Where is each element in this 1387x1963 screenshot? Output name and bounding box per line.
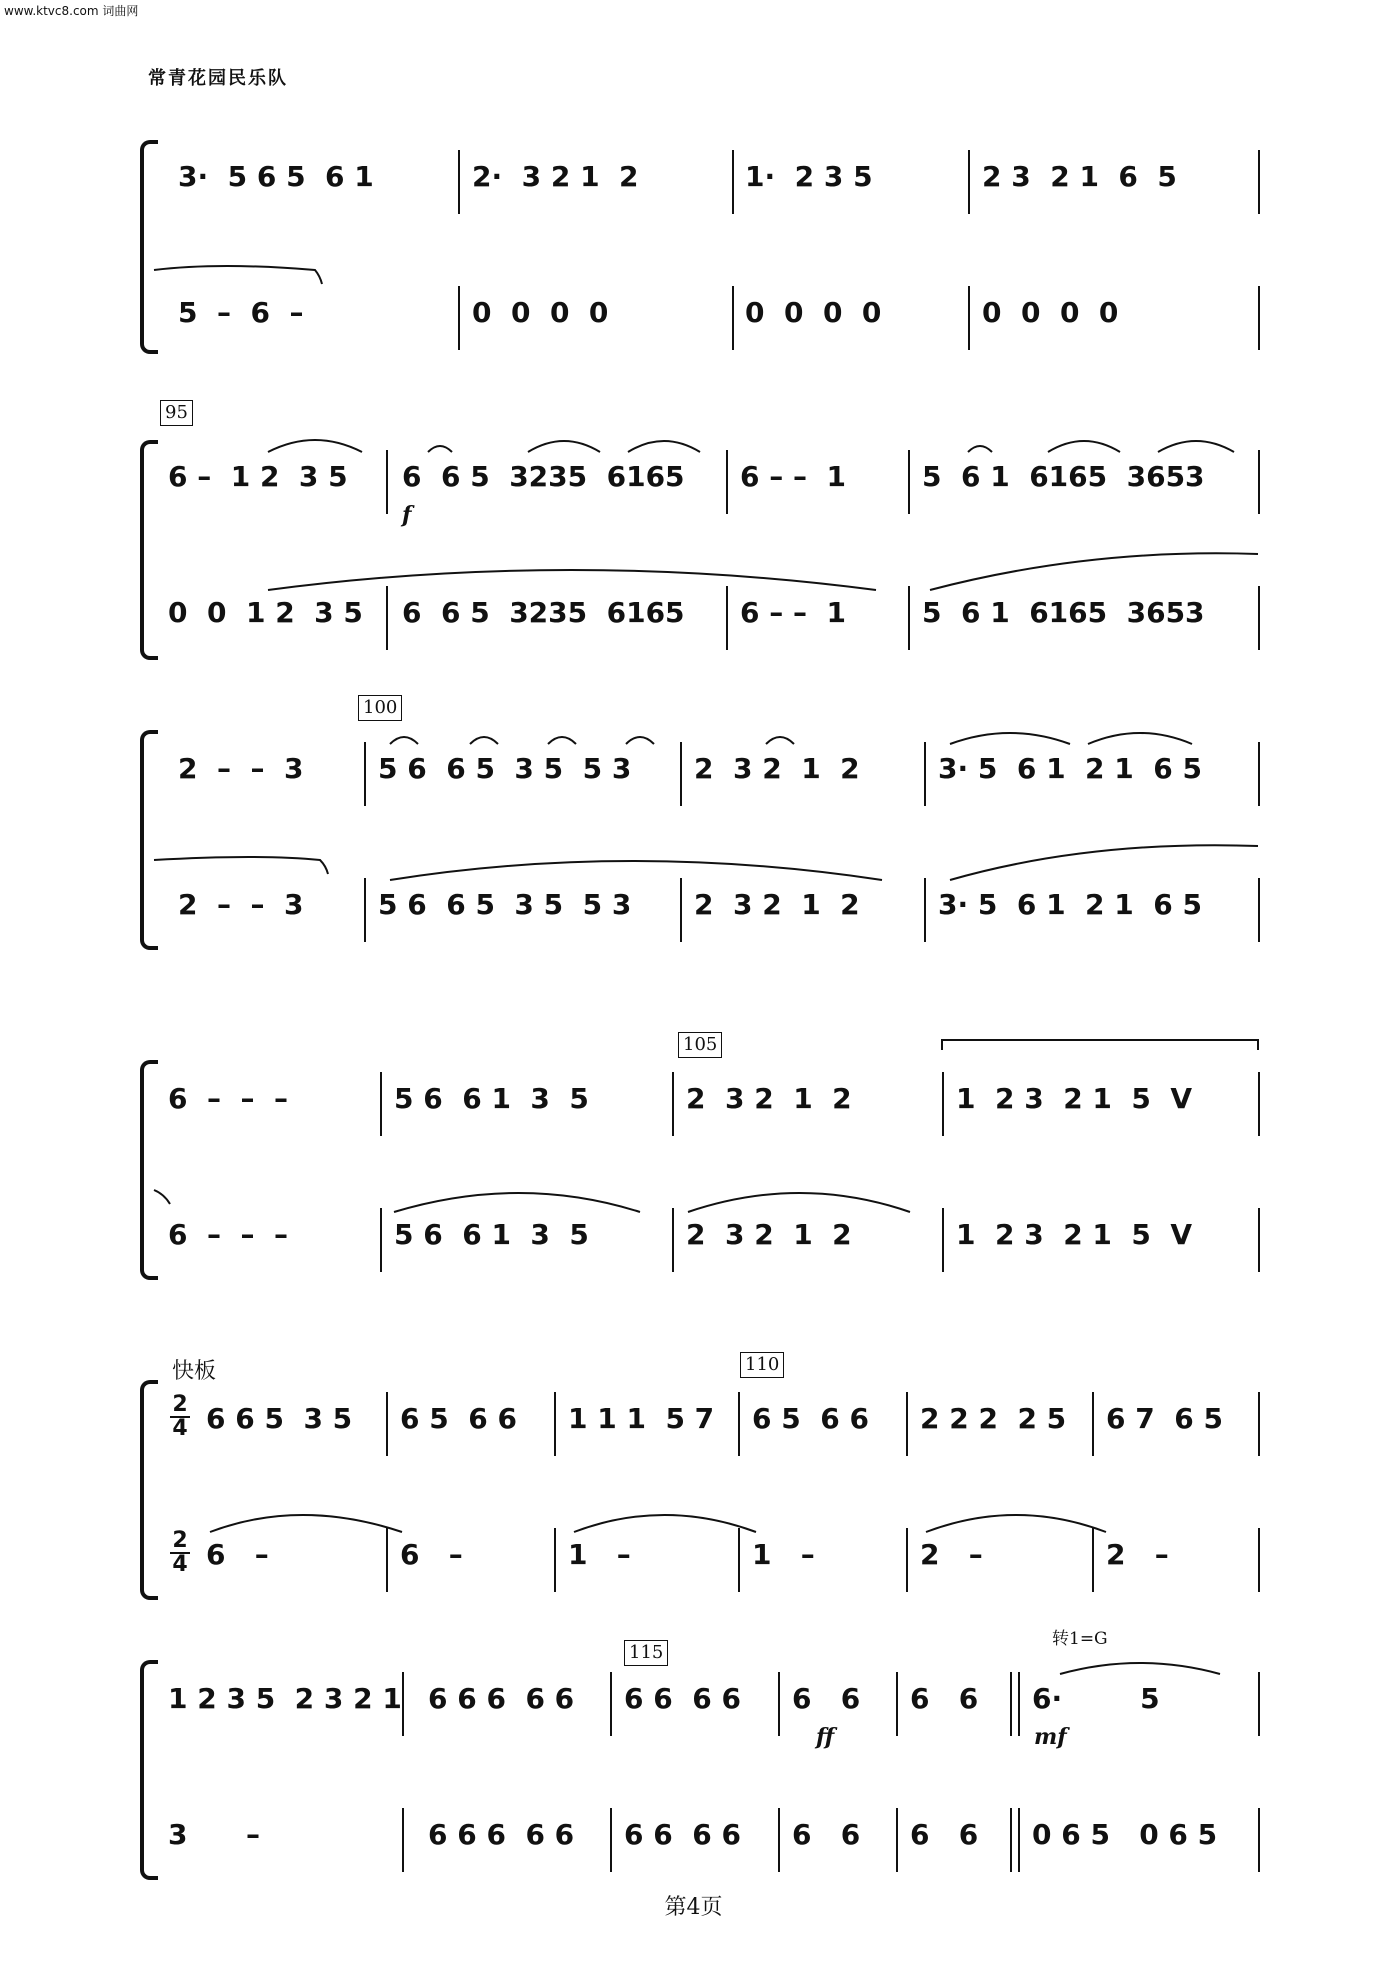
lower-measure: 2 – – 3	[178, 888, 304, 921]
system-5	[140, 1354, 1266, 1600]
lower-measure: 1 –	[568, 1538, 631, 1571]
upper-measure: 1 1 1 5 7	[568, 1402, 715, 1435]
lower-measure: 5 6 1 6165 3653	[922, 596, 1205, 629]
measure-number: 95	[160, 400, 193, 426]
lower-measure: 3· 5 6 1 2 1 6 5	[938, 888, 1202, 921]
dynamic-mezzo-forte: mf	[1034, 1724, 1067, 1750]
lower-measure: 6 –	[206, 1538, 269, 1571]
lower-measure: 2 3 2 1 2	[686, 1218, 852, 1251]
upper-measure: 2 3 2 1 6 5	[982, 160, 1177, 193]
lower-measure: 6 – – 1	[740, 596, 846, 629]
upper-measure: 2 3 2 1 2	[686, 1082, 852, 1115]
lower-measure: 6 –	[400, 1538, 463, 1571]
lower-measure: 0 0 0 0	[472, 296, 609, 329]
lower-measure: 0 0 1 2 3 5	[168, 596, 363, 629]
upper-measure: 6 6 6 6 6	[428, 1682, 575, 1715]
lower-measure: 5 6 6 5 3 5 5 3	[378, 888, 632, 921]
lower-measure: 1 2 3 2 1 5 V	[956, 1218, 1193, 1251]
time-signature-bottom: 4	[172, 1416, 188, 1441]
lower-measure: 6 6	[792, 1818, 861, 1851]
lower-measure: 2 3 2 1 2	[694, 888, 860, 921]
lower-measure: 2 –	[920, 1538, 983, 1571]
lower-measure: 0 0 0 0	[745, 296, 882, 329]
dynamic-fortissimo: ff	[816, 1724, 835, 1750]
measure-number: 100	[358, 695, 402, 721]
upper-measure: 6 6	[910, 1682, 979, 1715]
lower-measure: 5 6 6 1 3 5	[394, 1218, 589, 1251]
tempo-marking: 快板	[172, 1359, 217, 1384]
system-4	[140, 1034, 1266, 1270]
lower-measure: 0 6 5 0 6 5	[1032, 1818, 1218, 1851]
upper-measure: 6 6	[792, 1682, 861, 1715]
slur	[140, 1380, 1266, 1600]
time-signature-top: 2	[170, 1530, 190, 1554]
measure-number: 110	[740, 1352, 784, 1378]
upper-measure: 1 2 3 2 1 5 V	[956, 1082, 1193, 1115]
system-1	[140, 140, 1266, 350]
upper-measure: 2· 3 2 1 2	[472, 160, 639, 193]
slur	[140, 720, 1266, 940]
lower-measure: 3 –	[168, 1818, 260, 1851]
upper-measure: 3· 5 6 5 6 1	[178, 160, 374, 193]
lower-measure: 0 0 0 0	[982, 296, 1119, 329]
time-signature-bottom: 4	[172, 1552, 188, 1577]
lower-measure: 6 6 5 3235 6165	[402, 596, 685, 629]
upper-measure: 6 6 5 3235 6165	[402, 460, 685, 493]
upper-measure: 6 7 6 5	[1106, 1402, 1223, 1435]
lower-measure: 6 6 6 6	[624, 1818, 741, 1851]
measure-number: 105	[678, 1032, 722, 1058]
lower-measure: 5 – 6 –	[178, 296, 304, 329]
key-change: 转1=G	[1052, 1629, 1108, 1649]
upper-measure: 5 6 1 6165 3653	[922, 460, 1205, 493]
page-number: 第4页	[664, 1895, 723, 1920]
upper-measure: 6 – – –	[168, 1082, 288, 1115]
upper-measure: 6 6 6 6	[624, 1682, 741, 1715]
lower-measure: 6 6	[910, 1818, 979, 1851]
lower-measure: 1 –	[752, 1538, 815, 1571]
upper-measure: 3· 5 6 1 2 1 6 5	[938, 752, 1202, 785]
upper-measure: 6· 5	[1032, 1682, 1160, 1715]
upper-measure: 1 2 3 5 2 3 2 1	[168, 1682, 402, 1715]
slur	[140, 1660, 1266, 1880]
upper-measure: 1· 2 3 5	[745, 160, 873, 193]
slur	[140, 1050, 1266, 1270]
upper-measure: 6 6 5 3 5	[206, 1402, 353, 1435]
system-6	[140, 1629, 1266, 1880]
upper-measure: 6 5 6 6	[400, 1402, 517, 1435]
slur	[140, 430, 1266, 650]
lower-measure: 2 –	[1106, 1538, 1169, 1571]
upper-measure: 2 3 2 1 2	[694, 752, 860, 785]
ensemble-title: 常青花园民乐队	[148, 68, 288, 89]
watermark: www.ktvc8.com 词曲网	[4, 4, 139, 18]
time-signature-top: 2	[170, 1394, 190, 1418]
measure-number: 115	[624, 1640, 668, 1666]
lower-measure: 6 – – –	[168, 1218, 288, 1251]
lower-measure: 6 6 6 6 6	[428, 1818, 575, 1851]
system-3	[140, 697, 1266, 940]
upper-measure: 5 6 6 5 3 5 5 3	[378, 752, 632, 785]
upper-measure: 2 2 2 2 5	[920, 1402, 1067, 1435]
dynamic-forte: f	[402, 502, 412, 528]
upper-measure: 6 – 1 2 3 5	[168, 460, 348, 493]
slur	[140, 140, 1266, 350]
upper-measure: 5 6 6 1 3 5	[394, 1082, 589, 1115]
upper-measure: 6 – – 1	[740, 460, 846, 493]
upper-measure: 2 – – 3	[178, 752, 304, 785]
system-2	[140, 402, 1266, 650]
upper-measure: 6 5 6 6	[752, 1402, 869, 1435]
